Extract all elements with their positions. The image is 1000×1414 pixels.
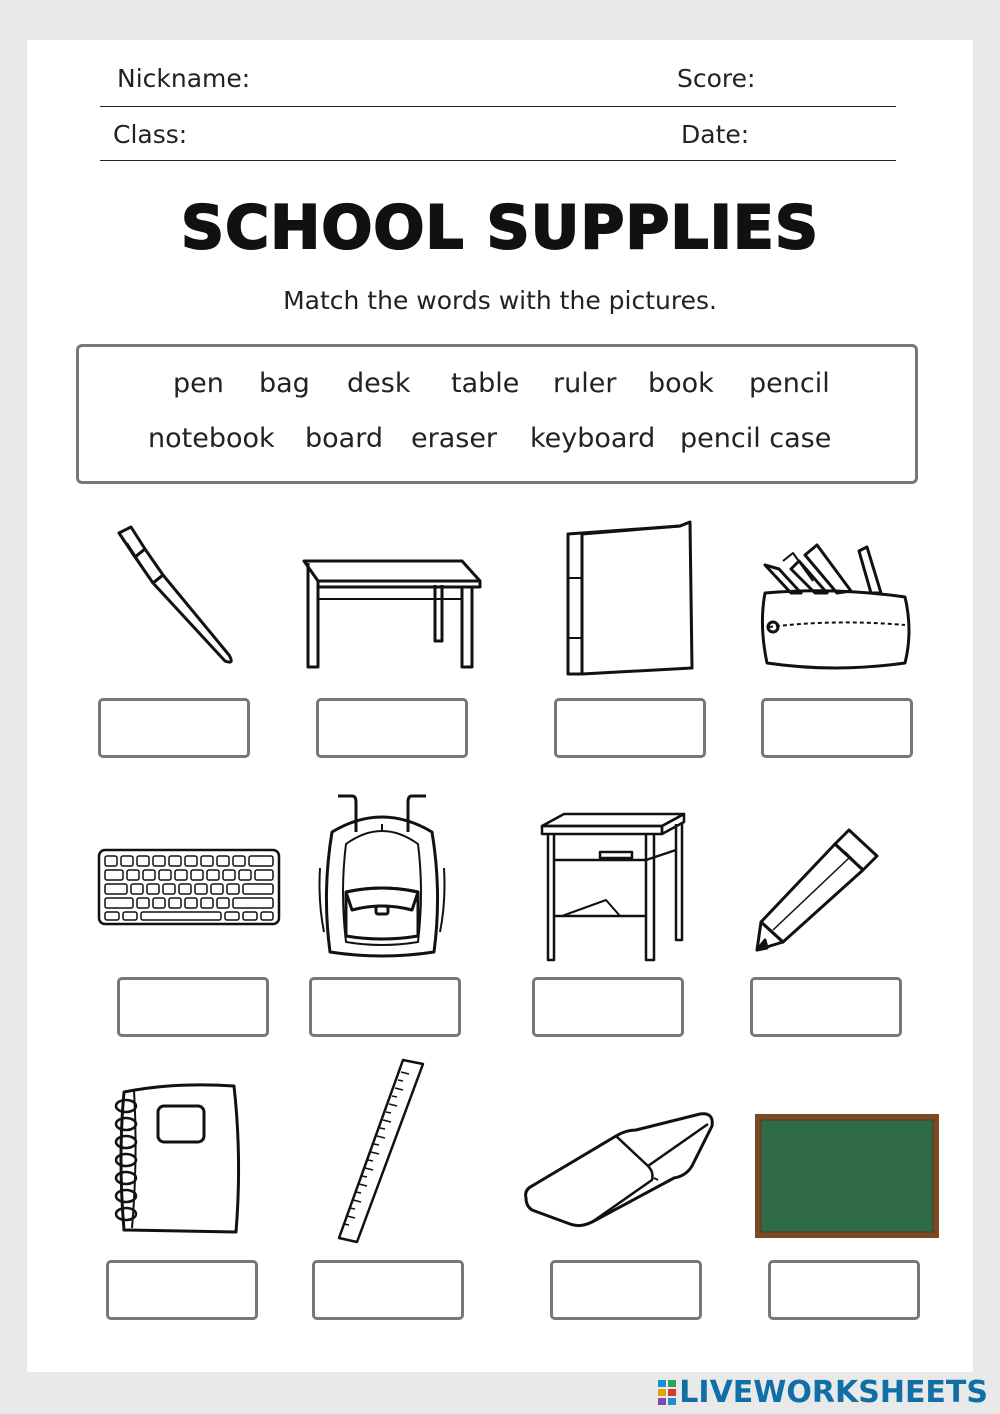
word-bank-item[interactable]: bag (259, 368, 310, 399)
answer-box-pen[interactable] (98, 698, 250, 758)
answer-box-board[interactable] (768, 1260, 920, 1320)
instruction-text: Match the words with the pictures. (283, 286, 717, 315)
bag-picture (312, 792, 452, 962)
ruler-picture (335, 1058, 427, 1246)
answer-box-desk[interactable] (532, 977, 684, 1037)
header-line-2 (100, 160, 896, 161)
liveworksheets-logo[interactable] (657, 1372, 988, 1412)
word-bank-item[interactable]: book (648, 368, 714, 399)
word-bank-item[interactable]: pencil case (680, 423, 832, 454)
nickname-label: Nickname: (117, 64, 251, 93)
word-bank-item[interactable]: desk (347, 368, 411, 399)
word-bank-item[interactable]: notebook (148, 423, 275, 454)
answer-box-pencil-case[interactable] (761, 698, 913, 758)
answer-box-book[interactable] (554, 698, 706, 758)
pen-picture (105, 525, 245, 670)
word-bank-item[interactable]: eraser (411, 423, 498, 454)
eraser-picture (522, 1106, 716, 1230)
desk-picture (536, 812, 688, 964)
page-title: SCHOOL SUPPLIES (180, 193, 820, 263)
word-bank-item[interactable]: ruler (553, 368, 617, 399)
word-bank-item[interactable]: board (305, 423, 383, 454)
board-picture (755, 1114, 939, 1238)
score-label: Score: (677, 64, 756, 93)
date-label: Date: (681, 120, 750, 149)
liveworksheets-logo-text: LIVEWORKSHEETS (679, 1374, 988, 1410)
word-bank-item[interactable]: keyboard (530, 423, 656, 454)
answer-box-table[interactable] (316, 698, 468, 758)
answer-box-eraser[interactable] (550, 1260, 702, 1320)
word-bank (76, 344, 918, 484)
notebook-picture (104, 1078, 244, 1238)
liveworksheets-logo-icon (657, 1378, 679, 1406)
pencil-case-picture (755, 535, 915, 675)
word-bank-item[interactable]: pencil (749, 368, 830, 399)
book-picture (560, 518, 700, 678)
word-bank-item[interactable]: table (451, 368, 520, 399)
answer-box-ruler[interactable] (312, 1260, 464, 1320)
answer-box-keyboard[interactable] (117, 977, 269, 1037)
header-line-1 (100, 106, 896, 107)
class-label: Class: (113, 120, 188, 149)
keyboard-picture (97, 848, 281, 926)
answer-box-pencil[interactable] (750, 977, 902, 1037)
answer-box-bag[interactable] (309, 977, 461, 1037)
table-picture (300, 555, 484, 670)
pencil-picture (753, 826, 883, 954)
answer-box-notebook[interactable] (106, 1260, 258, 1320)
word-bank-item[interactable]: pen (173, 368, 224, 399)
